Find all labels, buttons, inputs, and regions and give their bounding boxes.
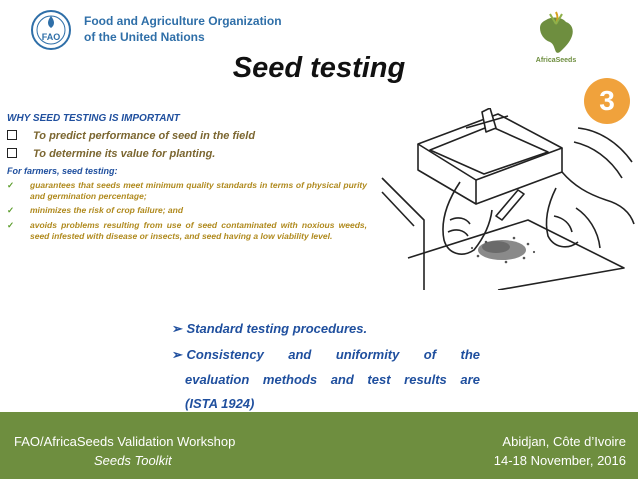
word: of (423, 347, 437, 362)
seed-testing-illustration (378, 108, 636, 290)
org-name-line1: Food and Agriculture Organization (84, 14, 282, 28)
why-heading: WHY SEED TESTING IS IMPORTANT (7, 113, 180, 124)
check-text: guarantees that seeds meet minimum quality standards in terms of physical purity and germination percentage; (30, 180, 367, 201)
check-item (7, 180, 367, 201)
bullet-text: To predict performance of seed in the field (33, 130, 256, 142)
ista-reference: (ISTA 1924) (185, 396, 255, 411)
footer-left (14, 432, 235, 470)
bullet-text: To determine its value for planting. (33, 148, 216, 160)
word: the (460, 347, 480, 362)
word: and (288, 347, 312, 362)
check-icon: ✓ (7, 205, 15, 215)
venue: Abidjan, Côte d’Ivoire (502, 434, 626, 449)
arrow-item-standard (172, 321, 480, 337)
checkbox-bullet-icon (7, 130, 17, 140)
org-name-line2: of the United Nations (84, 30, 205, 44)
word: methods (262, 372, 318, 387)
footer-right (494, 432, 626, 470)
word: uniformity (335, 347, 400, 362)
arrow-item-text: Standard testing procedures. (186, 321, 368, 336)
word: results (404, 372, 447, 387)
arrow-item-consistency (172, 347, 480, 363)
fao-logo-text: FAO (41, 32, 61, 42)
checkbox-bullet-icon (7, 148, 17, 158)
toolkit-name: Seeds Toolkit (94, 453, 172, 468)
check-icon: ✓ (7, 220, 15, 230)
check-icon: ✓ (7, 180, 15, 190)
check-text: minimizes the risk of crop failure; and (30, 205, 184, 215)
workshop-name: FAO/AfricaSeeds Validation Workshop (14, 434, 236, 449)
bullet-item (7, 148, 215, 160)
for-farmers-label: For farmers, seed testing: (7, 166, 118, 176)
fao-logo (30, 9, 72, 51)
check-item (7, 220, 367, 241)
check-item (7, 205, 367, 216)
dates: 14-18 November, 2016 (493, 453, 626, 468)
page-number-badge: 3 (584, 78, 630, 124)
word: evaluation (185, 372, 250, 387)
word: test (367, 372, 391, 387)
consistency-line1 (172, 347, 480, 363)
arrow-right-icon: ➢ (172, 347, 183, 362)
org-name (84, 13, 282, 45)
word: Consistency (186, 347, 264, 362)
word: are (460, 372, 480, 387)
check-text: avoids problems resulting from use of seed contaminated with noxious weeds, seed infested with disease or insects, and seed having a low viability level. (30, 220, 367, 241)
bullet-item (7, 130, 255, 142)
consistency-line2 (185, 372, 480, 387)
arrow-right-icon: ➢ (172, 321, 183, 336)
africaseeds-logo-text: AfricaSeeds (535, 57, 577, 64)
slide-title: Seed testing (232, 52, 406, 84)
word: and (330, 372, 354, 387)
